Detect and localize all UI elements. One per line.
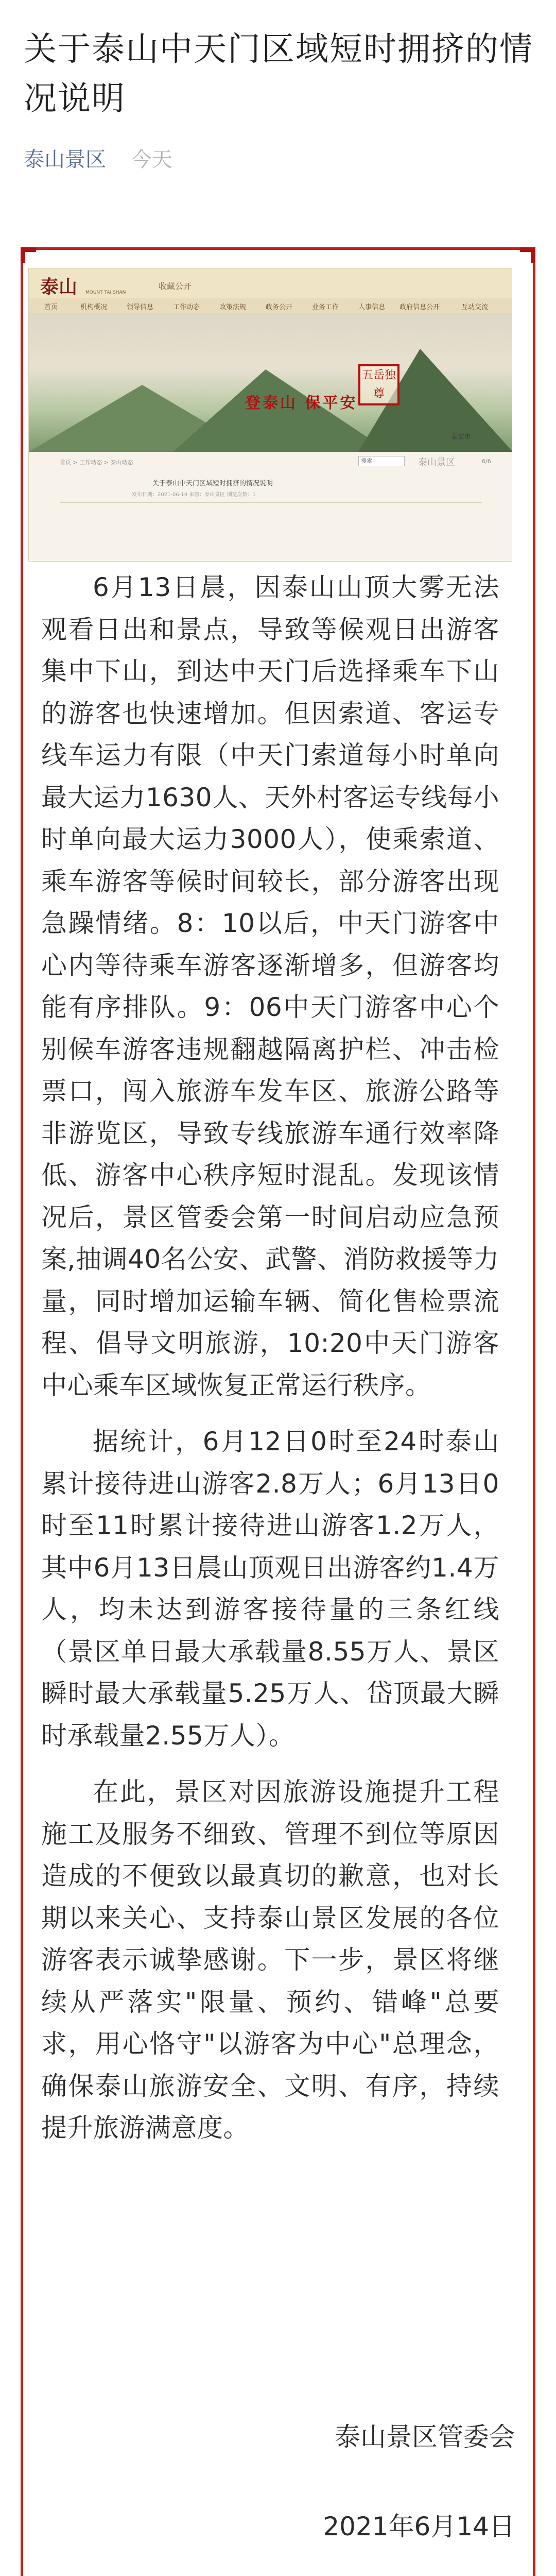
site-nav-item: 业务工作 (312, 303, 339, 311)
site-document-title: 关于泰山中天门区域短时拥挤的情况说明 (152, 480, 273, 487)
site-nav-item: 政府信息公开 (399, 303, 440, 311)
banner-mark: 泰安市 (451, 433, 472, 441)
site-header (29, 268, 512, 298)
site-body (29, 452, 512, 562)
paragraph-apology: 在此，景区对因旅游设施提升工程施工及服务不细致、管理不到位等原因造成的不便致以最真切的歉意，也对长期以来关心、支持泰山景区发展的各位游客表示诚挚感谢。下一步，景区将继续从严落实"限量、预约、错峰"总要求，用心恪守"以游客为中心"总理念，确保泰山旅游安全、文明、有序，持续提升旅游满意度。 (41, 1777, 499, 2143)
site-nav-item: 机构概况 (80, 303, 108, 311)
site-search-input: 搜索 (358, 456, 405, 466)
site-nav-item: 政务公开 (266, 303, 293, 311)
paragraph-incident: 6月13日晨，因泰山山顶大雾无法观看日出和景点，导致等候观日出游客集中下山，到达中天门后选择乘车下山的游客也快速增加。但因索道、客运专线车运力有限（中天门索道每小时单向最大运力1630人、天外村客运专线每小时单向最大运力3000人），使乘索道、乘车游客等候时间较长，部分游客出现急躁情绪。8：10以后，中天门游客中心内等待乘车游客逐渐增多，但游客均能有序排队。9：06中天门游客中心个别候车游客违规翻越隔离护栏、冲击检票口，闯入旅游车发车区、旅游公路等非游览区，导致专线旅游车通行效率降低、游客中心秩序短时混乱。发现该情况后，景区管委会第一时间启动应急预案,抽调40名公安、武警、消防救援等力量，同时增加运输车辆、简化售检票流程、倡导文明旅游，10:20中天门游客中心乘车区域恢复正常运行秩序。 (41, 572, 499, 1400)
site-nav-item: 领导信息 (127, 303, 154, 311)
site-nav-item: 工作动态 (173, 303, 200, 311)
site-nav-item: 首页 (44, 303, 58, 311)
site-favorite-label: 收藏公开 (159, 281, 192, 291)
frame-corner-left (21, 247, 36, 263)
site-banner-mountains (29, 313, 512, 452)
site-nav-item: 人事信息 (358, 303, 386, 311)
article-body (41, 567, 499, 2164)
site-page-number: 6/6 (482, 458, 491, 465)
signature-organization: 泰山景区管委会 (335, 2422, 515, 2452)
paragraph-statistics: 据统计，6月12日0时至24时泰山累计接待进山游客2.8万人；6月13日0时至11时累计接待进山游客1.2万人，其中6月13日晨山顶观日出游客约1.4万人，均未达到游客接待量的三条红线（景区单日最大承载量8.55万人、景区瞬时最大承载量5.25万人、岱顶最大瞬时承载量2.55万人）。 (41, 1427, 499, 1751)
site-nav-bar (29, 298, 512, 313)
article-title: 关于泰山中天门区域短时拥挤的情况说明 (24, 30, 533, 118)
signature-date: 2021年6月14日 (323, 2512, 515, 2541)
site-logo-subtitle: MOUNT TAI SHAN (85, 290, 126, 295)
banner-slogan: 登泰山 保平安 (245, 394, 358, 412)
site-nav-item: 互动交流 (461, 303, 489, 311)
website-screenshot-image (28, 268, 512, 562)
article-meta (24, 145, 172, 174)
banner-seal-stone: 五岳独尊 (358, 364, 399, 405)
wechat-watermark: 泰山景区 (418, 457, 455, 468)
site-logo: 泰山 (40, 276, 78, 298)
publish-date: 今天 (131, 148, 172, 172)
site-document-meta: 发布日期：2021-06-14 来源：泰山景区 浏览次数：1 (132, 492, 256, 498)
site-breadcrumb: 首页 > 工作动态 > 泰山动态 (60, 459, 133, 466)
site-nav-item: 政策法规 (219, 303, 247, 311)
frame-corner-right (520, 247, 535, 263)
account-name-link[interactable]: 泰山景区 (24, 148, 106, 172)
site-divider (60, 502, 482, 503)
